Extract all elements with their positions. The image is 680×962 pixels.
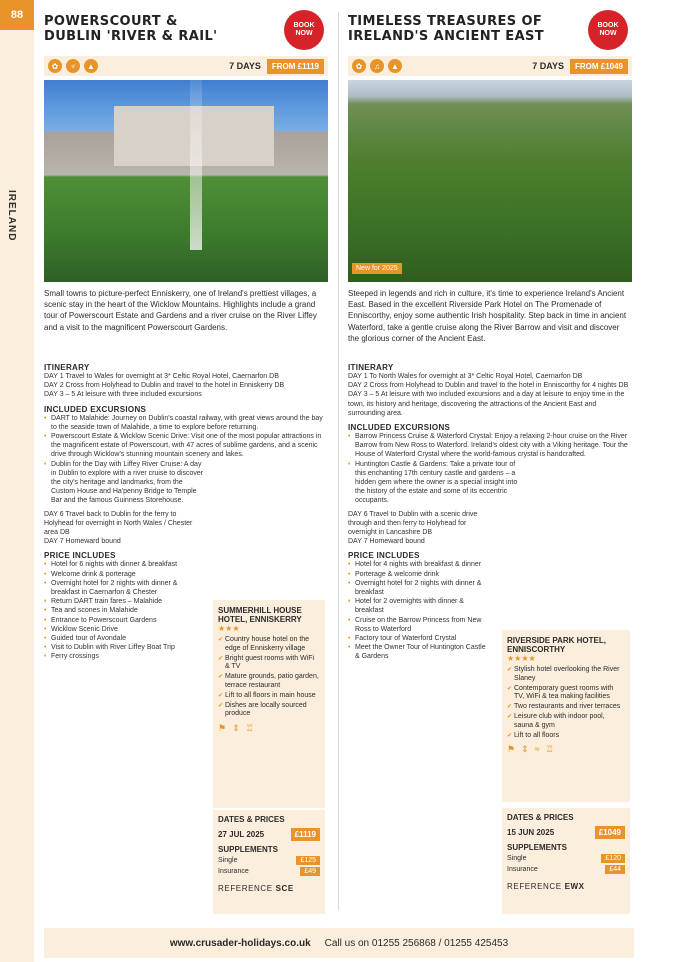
hotel-features bbox=[218, 636, 320, 719]
phone-text[interactable]: Call us on 01255 256868 / 01255 425453 bbox=[324, 937, 509, 949]
coach-icon: ✿ bbox=[48, 59, 62, 73]
date-row[interactable] bbox=[507, 826, 625, 839]
price-include-item: • Return DART train fares – Malahide bbox=[44, 597, 204, 606]
supplement-price: £44 bbox=[605, 865, 625, 874]
price-include-item: • Overnight hotel for 2 nights with dinner & breakfast bbox=[348, 579, 488, 597]
hotel-feature: ✔ Stylish hotel overlooking the River Slaney bbox=[507, 666, 625, 684]
title-line-2: IRELAND'S ANCIENT EAST bbox=[348, 29, 545, 44]
hotel-name: SUMMERHILL HOUSE HOTEL, ENNISKERRY bbox=[218, 606, 302, 624]
itinerary-heading: ITINERARY bbox=[44, 363, 90, 372]
dining-icon: ♆ bbox=[66, 59, 80, 73]
supplement-label: Insurance bbox=[507, 866, 538, 873]
hotel-feature: ✔ Lift to all floors bbox=[507, 732, 625, 741]
dates-heading: DATES & PRICES bbox=[507, 813, 574, 822]
excursion-item: • Huntington Castle & Gardens: Take a private tour of this enchanting 17th century castle and gardens – a hidden gem where the owner is a special insight into the history of the estate and some of its eccentric occupants. bbox=[348, 460, 528, 506]
hotel-name: RIVERSIDE PARK HOTEL, ENNISCORTHY bbox=[507, 636, 606, 654]
tour-days: 7 DAYS bbox=[229, 61, 261, 71]
page-number: 88 bbox=[0, 0, 34, 30]
hotel-feature: ✔ Bright guest rooms with WiFi & TV bbox=[218, 655, 320, 673]
excursion-list bbox=[348, 432, 632, 506]
itinerary-day-2: DAY 2 Cross from Holyhead to Dublin and travel to the hotel in Enniscorthy for 4 nights DB bbox=[348, 382, 629, 390]
excursion-list bbox=[44, 414, 328, 506]
lift-icon: ⇕ bbox=[521, 744, 529, 755]
tour-title bbox=[348, 10, 580, 44]
price-include-item: • Wicklow Scenic Drive bbox=[44, 625, 204, 634]
hotel-icon: ▲ bbox=[388, 59, 402, 73]
price-include-item: • Meet the Owner Tour of Huntington Castle & Gardens bbox=[348, 643, 488, 661]
price-includes-list bbox=[44, 560, 204, 661]
supplement-row bbox=[507, 854, 625, 863]
tour-days: 7 DAYS bbox=[532, 61, 564, 71]
book-now-button[interactable] bbox=[588, 10, 628, 50]
price-include-item: • Porterage & welcome drink bbox=[348, 570, 488, 579]
supplement-label: Single bbox=[507, 855, 527, 862]
price-include-item: • Guided tour of Avondale bbox=[44, 634, 204, 643]
footer-bar bbox=[44, 928, 634, 958]
info-bar bbox=[348, 56, 632, 76]
price-includes-list bbox=[348, 560, 488, 661]
tour-powerscourt bbox=[44, 10, 328, 662]
hotel-feature: ✔ Contemporary guest rooms with TV, WiFi & tea making facilities bbox=[507, 685, 625, 703]
price-include-item: • Welcome drink & porterage bbox=[44, 570, 204, 579]
itinerary-day-1: DAY 1 To North Wales for overnight at 3* Celtic Royal Hotel, Caernarfon DB bbox=[348, 373, 583, 380]
facility-icons bbox=[218, 723, 320, 734]
price-include-item: • Ferry crossings bbox=[44, 652, 204, 661]
supplement-row bbox=[507, 865, 625, 874]
departure-price: £1049 bbox=[595, 826, 625, 839]
itinerary-day-3: DAY 3 – 5 At leisure with two included excursions and a day at leisure to enjoy time in the town, its history and heritage, discovering the attractions of the Ancient East and surrounding area. bbox=[348, 391, 625, 417]
departure-price: £1119 bbox=[291, 828, 320, 841]
hotel-feature: ✔ Dishes are locally sourced produce bbox=[218, 702, 320, 720]
price-include-item: • Entrance to Powerscourt Gardens bbox=[44, 616, 204, 625]
restaurant-icon: ⚑ bbox=[507, 744, 516, 755]
excursions-heading: INCLUDED EXCURSIONS bbox=[348, 423, 451, 433]
excursion-item: • Powerscourt Estate & Wicklow Scenic Drive: Visit one of the most popular attractions in the magnificent estate of Powerscourt, with 47 acres of sublime gardens, and a scenic drive through Wicklow's stunning mountain scenery and lakes. bbox=[44, 432, 328, 460]
date-row[interactable] bbox=[218, 828, 320, 841]
reference-label: REFERENCE bbox=[507, 882, 562, 891]
hotel-box-riverside bbox=[502, 630, 630, 802]
pool-icon: ≈ bbox=[534, 744, 540, 755]
supplement-row bbox=[218, 867, 320, 876]
tour-title bbox=[44, 10, 276, 44]
facility-icons bbox=[507, 744, 625, 755]
supplement-price: £49 bbox=[300, 867, 320, 876]
hotel-feature: ✔ Leisure club with indoor pool, sauna & gym bbox=[507, 713, 625, 731]
reference bbox=[507, 882, 625, 891]
supplements-heading: SUPPLEMENTS bbox=[507, 843, 568, 852]
reference bbox=[218, 884, 320, 893]
tour-intro: Small towns to picture-perfect Enniskerry, one of Ireland's prettiest villages, a scenic stay in the heart of the Wicklow Mountains. Highlights include a grand tour of Powerscourt Estate and Gardens and a river cruise on the River Liffey and a visit to the magnificent Powerscourt Gardens. bbox=[44, 289, 317, 332]
supplement-row bbox=[218, 856, 320, 865]
price-include-item: • Hotel for 4 nights with breakfast & dinner bbox=[348, 560, 488, 569]
hotel-box-summerhill bbox=[213, 600, 325, 808]
lift-icon: ⇕ bbox=[232, 723, 240, 734]
fountain-shape bbox=[190, 80, 202, 250]
bar-icon: ♖ bbox=[245, 723, 254, 734]
dates-prices-box bbox=[213, 810, 325, 914]
excursion-item: • DART to Malahide: Journey on Dublin's coastal railway, with great views around the bay to the seaside town of Malahide, a time to explore before returning. bbox=[44, 414, 328, 432]
price-badge[interactable]: FROM £1049 bbox=[570, 59, 628, 74]
restaurant-icon: ⚑ bbox=[218, 723, 227, 734]
hotel-feature: ✔ Two restaurants and river terraces bbox=[507, 703, 625, 712]
badge-line-2: NOW bbox=[295, 30, 313, 37]
supplements-heading: SUPPLEMENTS bbox=[218, 845, 279, 854]
excursion-item: • Barrow Princess Cruise & Waterford Crystal: Enjoy a relaxing 2-hour cruise on the River Barrow from New Ross to Waterford. Ireland's oldest city with a Viking heritage. Tour the House of Waterford Crystal where the world-famous crystal is handcrafted. bbox=[348, 432, 632, 460]
departure-date: 15 JUN 2025 bbox=[507, 828, 555, 837]
prices-heading: PRICE INCLUDES bbox=[44, 551, 116, 561]
reference-code: SCE bbox=[275, 884, 294, 893]
info-bar bbox=[44, 56, 328, 76]
excursion-item: • Dublin for the Day with Liffey River Cruise: A day in Dublin to explore with a river cruise to discover the city's heritage and landmarks, from the Custom House and Ha'penny Bridge to Temple Bar and the famous Guinness Storehouse. bbox=[44, 460, 204, 506]
badge-line-1: BOOK bbox=[597, 22, 619, 29]
price-include-item: • Cruise on the Barrow Princess from New Ross to Waterford bbox=[348, 616, 488, 634]
supplement-label: Single bbox=[218, 857, 238, 864]
supplement-label: Insurance bbox=[218, 868, 249, 875]
hotel-icon: ▲ bbox=[84, 59, 98, 73]
hotel-feature: ✔ Mature grounds, patio garden, terrace restaurant bbox=[218, 673, 320, 691]
price-include-item: • Visit to Dublin with River Liffey Boat Trip bbox=[44, 643, 204, 652]
column-divider bbox=[338, 12, 339, 910]
reference-label: REFERENCE bbox=[218, 884, 273, 893]
tour-ancient-east bbox=[348, 10, 632, 662]
price-include-item: • Hotel for 2 overnights with dinner & breakfast bbox=[348, 597, 488, 615]
tour-photo bbox=[348, 80, 632, 282]
price-include-item: • Overnight hotel for 2 nights with dinner & breakfast in Caernarfon & Chester bbox=[44, 579, 204, 597]
price-include-item: • Hotel for 6 nights with dinner & breakfast bbox=[44, 560, 204, 569]
itinerary-day-6: DAY 6 Travel back to Dublin for the ferry to Holyhead for overnight in North Wales / Chester area DB bbox=[44, 510, 193, 537]
title-line-1: TIMELESS TREASURES OF bbox=[348, 14, 543, 29]
supplement-price: £125 bbox=[296, 856, 320, 865]
hotel-features bbox=[507, 666, 625, 740]
itinerary-day-3: DAY 3 – 5 At leisure with three included excursions bbox=[44, 391, 202, 399]
hotel-stars: ★★★ bbox=[218, 624, 240, 633]
badge-line-2: NOW bbox=[599, 30, 617, 37]
coach-icon: ✿ bbox=[352, 59, 366, 73]
book-now-button[interactable] bbox=[284, 10, 324, 50]
website-link[interactable]: www.crusader-holidays.co.uk bbox=[169, 937, 311, 949]
side-tab bbox=[0, 30, 34, 962]
excursions-heading: INCLUDED EXCURSIONS bbox=[44, 404, 147, 414]
price-include-item: • Tea and scones in Malahide bbox=[44, 606, 204, 615]
badge-line-1: BOOK bbox=[293, 22, 315, 29]
hotel-feature: ✔ Lift to all floors in main house bbox=[218, 692, 320, 701]
music-icon: ♫ bbox=[370, 59, 384, 73]
tour-intro: Steeped in legends and rich in culture, it's time to experience Ireland's Ancient East. Based in the excellent Riverside Park Hotel on The Promenade of Enniscorthy, enjoy some authentic Irish hospitality. Step back in time in ancient Waterford, take a gentle cruise along the River Barrow and visit and discover the glorious corner of the Ancient East. bbox=[348, 289, 627, 343]
itinerary-day-2: DAY 2 Cross from Holyhead to Dublin and travel to the hotel in Enniskerry DB bbox=[44, 382, 285, 390]
dates-prices-box bbox=[502, 808, 630, 914]
title-line-1: POWERSCOURT & bbox=[44, 14, 178, 29]
itinerary-day-7: DAY 7 Homeward bound bbox=[44, 538, 121, 546]
gym-icon: ♖ bbox=[545, 744, 554, 755]
departure-date: 27 JUL 2025 bbox=[218, 830, 265, 839]
photo-tag: New for 2025 bbox=[352, 263, 402, 274]
hotel-feature: ✔ Country house hotel on the edge of Enniskerry village bbox=[218, 636, 320, 654]
itinerary-heading: ITINERARY bbox=[348, 363, 394, 372]
hotel-stars: ★★★★ bbox=[507, 654, 536, 663]
side-tab-label: IRELAND bbox=[6, 190, 17, 242]
itinerary-day-7: DAY 7 Homeward bound bbox=[348, 538, 425, 546]
prices-heading: PRICE INCLUDES bbox=[348, 551, 420, 561]
supplement-price: £120 bbox=[601, 854, 625, 863]
itinerary-day-6: DAY 6 Travel to Dublin with a scenic drive through and then ferry to Holyhead for overnight in Lancashire DB bbox=[348, 510, 478, 537]
price-include-item: • Factory tour of Waterford Crystal bbox=[348, 634, 488, 643]
reference-code: EWX bbox=[564, 882, 585, 891]
tour-photo bbox=[44, 80, 328, 282]
price-badge[interactable]: FROM £1119 bbox=[267, 59, 324, 74]
itinerary-day-1: DAY 1 Travel to Wales for overnight at 3* Celtic Royal Hotel, Caernarfon DB bbox=[44, 373, 279, 380]
dates-heading: DATES & PRICES bbox=[218, 815, 285, 824]
title-line-2: DUBLIN 'RIVER & RAIL' bbox=[44, 29, 218, 44]
